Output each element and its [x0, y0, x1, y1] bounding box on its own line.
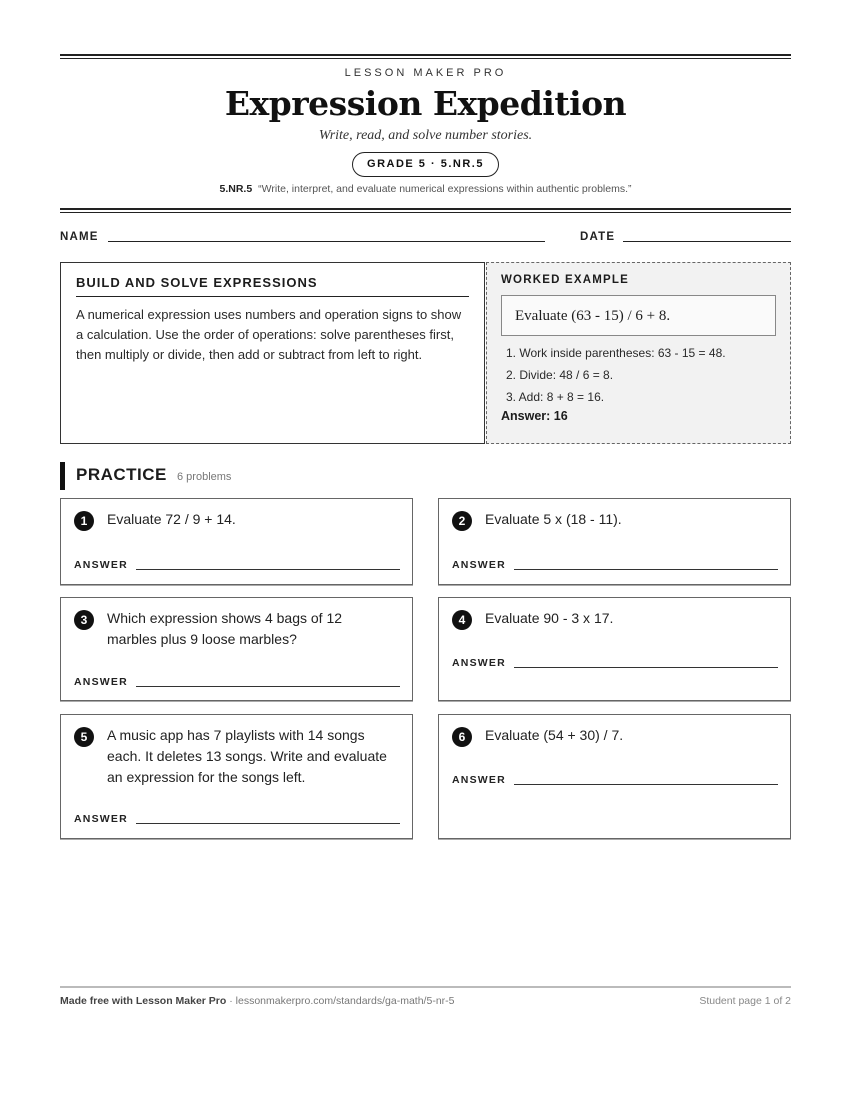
header-top-rule-thin [60, 58, 791, 59]
answer-label: ANSWER [74, 559, 128, 571]
worked-example-box [486, 262, 791, 444]
problem-number-badge: 3 [74, 610, 94, 630]
answer-label: ANSWER [452, 657, 506, 669]
date-field[interactable] [623, 241, 791, 242]
header-bottom-rule-thin [60, 212, 791, 213]
build-text: A numerical expression uses numbers and operation signs to show a calculation. Use the order of operations: solve parentheses first, then multiply or divide, then add or subtract from left to right. [76, 307, 462, 362]
footer-page-number: Student page 1 of 2 [699, 995, 791, 1007]
answer-field-4[interactable] [514, 667, 778, 668]
problem-text: Which expression shows 4 bags of 12 marbles plus 9 loose marbles? [107, 610, 343, 647]
footer-made-with: Made free with Lesson Maker Pro [60, 995, 227, 1007]
worked-example-answer: Answer: 16 [501, 409, 568, 423]
answer-label: ANSWER [452, 774, 506, 786]
answer-field-1[interactable] [136, 569, 400, 570]
header-top-rule [60, 54, 791, 56]
standard-text: “Write, interpret, and evaluate numerical expressions within authentic problems.” [258, 183, 632, 195]
answer-label: ANSWER [74, 813, 128, 825]
problem-card-1 [60, 498, 413, 585]
worked-example-title: WORKED EXAMPLE [501, 274, 629, 286]
build-and-solve-box [60, 262, 485, 444]
page-title: Expression Expedition [224, 84, 627, 123]
header-bottom-rule [60, 208, 791, 210]
answer-label: ANSWER [74, 676, 128, 688]
standard-line [60, 183, 791, 195]
grade-badge: GRADE 5 · 5.NR.5 [352, 152, 499, 177]
answer-field-5[interactable] [136, 823, 400, 824]
footer-credit [60, 995, 455, 1007]
problem-card-4 [438, 597, 791, 701]
problem-text: Evaluate (54 + 30) / 7. [485, 727, 624, 743]
worked-example-steps [501, 342, 776, 408]
problem-number-badge: 2 [452, 511, 472, 531]
worked-step: 3. Add: 8 + 8 = 16. [506, 390, 605, 404]
problem-text: Evaluate 72 / 9 + 14. [107, 511, 236, 527]
worked-step: 1. Work inside parentheses: 63 - 15 = 48. [506, 346, 726, 360]
problem-number-badge: 4 [452, 610, 472, 630]
name-label: NAME [60, 231, 99, 243]
problem-number-badge: 5 [74, 727, 94, 747]
date-label: DATE [580, 231, 616, 243]
problem-text: Evaluate 5 x (18 - 11). [485, 511, 622, 527]
answer-field-2[interactable] [514, 569, 778, 570]
worksheet-page [60, 0, 791, 1100]
answer-field-6[interactable] [514, 784, 778, 785]
practice-accent-bar [60, 462, 65, 490]
problem-card-2 [438, 498, 791, 585]
problem-card-5 [60, 714, 413, 839]
answer-field-3[interactable] [136, 686, 400, 687]
practice-heading: PRACTICE [76, 465, 167, 484]
standard-code: 5.NR.5 [219, 183, 253, 195]
footer-url[interactable]: · lessonmakerpro.com/standards/ga-math/5-nr-5 [226, 995, 455, 1007]
problem-text: A music app has 7 playlists with 14 songs each. It deletes 13 songs. Write and evaluate an expression for the songs left. [107, 727, 387, 785]
page-subtitle: Write, read, and solve number stories. [318, 128, 533, 143]
brand-name: LESSON MAKER PRO [344, 67, 507, 79]
problem-number-badge: 6 [452, 727, 472, 747]
problem-card-6 [438, 714, 791, 839]
worked-example-problem: Evaluate (63 - 15) / 6 + 8. [501, 295, 776, 336]
worked-step: 2. Divide: 48 / 6 = 8. [506, 368, 614, 382]
answer-label: ANSWER [452, 559, 506, 571]
name-field[interactable] [108, 241, 545, 242]
problem-number-badge: 1 [74, 511, 94, 531]
footer-rule [60, 986, 791, 988]
problem-text: Evaluate 90 - 3 x 17. [485, 610, 614, 626]
practice-count: 6 problems [177, 471, 232, 483]
problem-card-3 [60, 597, 413, 701]
build-title: BUILD AND SOLVE EXPRESSIONS [76, 275, 469, 297]
